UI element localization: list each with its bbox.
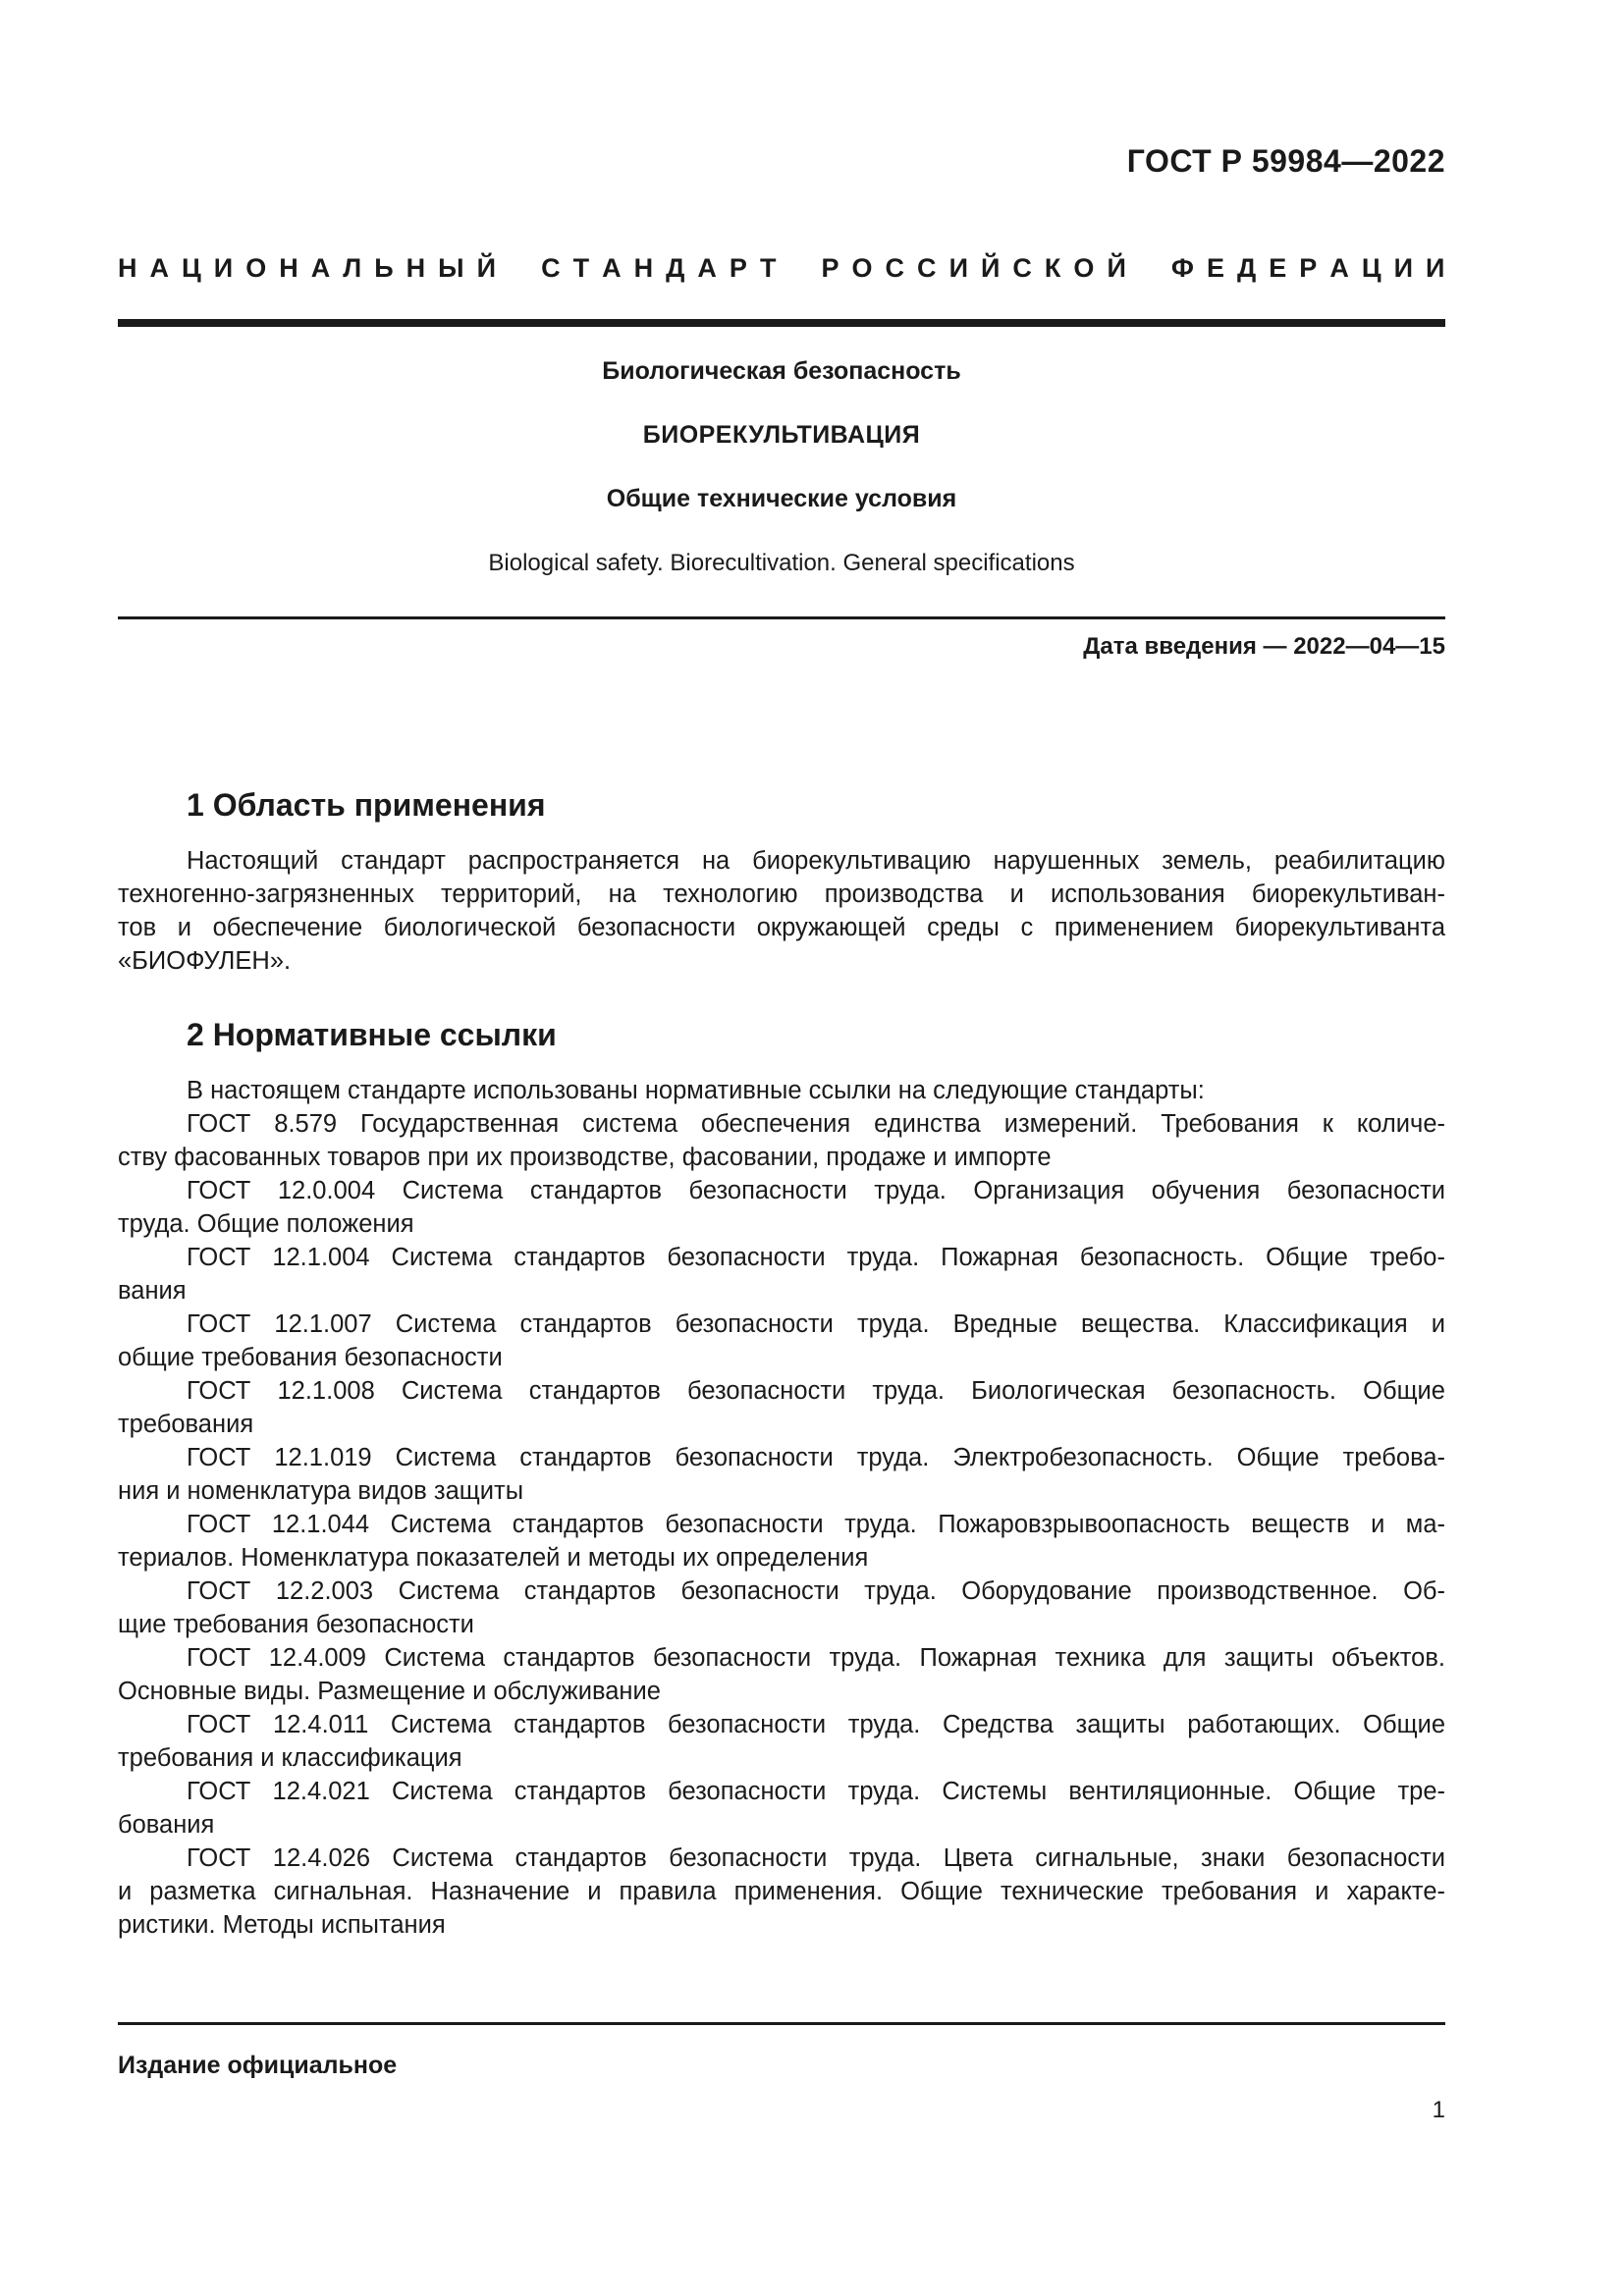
text-line: Настоящий стандарт распространяется на биорекультивацию нарушенных земель, реабилитацию [187, 847, 1445, 875]
reference-line: ГОСТ 12.4.026 Система стандартов безопасности труда. Цвета сигнальные, знаки безопасности [187, 1844, 1445, 1872]
reference-line: бования [118, 1811, 215, 1839]
text-line: техногенно-загрязненных территорий, на технологию производства и использования биорекультиван- [118, 881, 1445, 908]
reference-line: териалов. Номенклатура показателей и методы их определения [118, 1544, 869, 1572]
text-line: «БИОФУЛЕН». [118, 947, 292, 975]
reference-line: ГОСТ 12.4.009 Система стандартов безопасности труда. Пожарная техника для защиты объектов. [187, 1644, 1445, 1672]
reference-line: ристики. Методы испытания [118, 1911, 446, 1939]
reference-line: и разметка сигнальная. Назначение и правила применения. Общие технические требования и характе- [118, 1878, 1445, 1905]
reference-line: ству фасованных товаров при их производстве, фасовании, продаже и импорте [118, 1144, 1052, 1171]
section-1-heading: 1 Область применения [187, 787, 546, 823]
reference-line: ГОСТ 12.1.008 Система стандартов безопасности труда. Биологическая безопасность. Общие [187, 1377, 1445, 1405]
section-2-body [118, 1074, 1445, 1942]
reference-line: ния и номенклатура видов защиты [118, 1477, 524, 1505]
reference-line: ГОСТ 8.579 Государственная система обеспечения единства измерений. Требования к количе- [187, 1110, 1445, 1138]
reference-line: ГОСТ 12.1.004 Система стандартов безопасности труда. Пожарная безопасность. Общие требо- [187, 1244, 1445, 1271]
reference-line: требования и классификация [118, 1744, 462, 1772]
title-line-1: Биологическая безопасность [602, 357, 961, 385]
footer-rule [118, 2022, 1445, 2025]
national-standard-banner: Н А Ц И О Н А Л Ь Н Ы Й С Т А Н Д А Р Т Р О С С И Й С К О Й Ф Е Д Е Р А Ц И И [118, 253, 1445, 283]
reference-line: ГОСТ 12.0.004 Система стандартов безопасности труда. Организация обучения безопасности [187, 1177, 1445, 1204]
reference-line: вания [118, 1277, 187, 1305]
reference-line: ГОСТ 12.1.007 Система стандартов безопасности труда. Вредные вещества. Классификация и [187, 1310, 1445, 1338]
title-line-3: Общие технические условия [606, 485, 957, 512]
reference-line: общие требования безопасности [118, 1344, 503, 1371]
reference-line: ГОСТ 12.1.044 Система стандартов безопасности труда. Пожаровзрывоопасность веществ и ма- [187, 1511, 1445, 1538]
page-number: 1 [1432, 2097, 1445, 2123]
official-edition-label: Издание официальное [118, 2052, 398, 2079]
reference-line: ГОСТ 12.2.003 Система стандартов безопасности труда. Оборудование производственное. Об- [187, 1577, 1445, 1605]
reference-line: ГОСТ 12.4.011 Система стандартов безопасности труда. Средства защиты работающих. Общие [187, 1711, 1445, 1738]
reference-line: щие требования безопасности [118, 1611, 474, 1638]
section-1-body [118, 844, 1445, 978]
title-line-2: БИОРЕКУЛЬТИВАЦИЯ [642, 421, 921, 449]
reference-line: ГОСТ 12.1.019 Система стандартов безопасности труда. Электробезопасность. Общие требова- [187, 1444, 1445, 1471]
reference-line: ГОСТ 12.4.021 Система стандартов безопасности труда. Системы вентиляционные. Общие тре- [187, 1778, 1445, 1805]
title-rule [118, 616, 1445, 619]
text-line: В настоящем стандарте использованы нормативные ссылки на следующие стандарты: [187, 1077, 1205, 1104]
reference-line: требования [118, 1411, 254, 1438]
reference-line: Основные виды. Размещение и обслуживание [118, 1678, 661, 1705]
document-number: ГОСТ Р 59984—2022 [1126, 143, 1445, 179]
introduction-date: Дата введения — 2022—04—15 [1083, 633, 1445, 660]
section-2-heading: 2 Нормативные ссылки [187, 1017, 557, 1052]
text-line: тов и обеспечение биологической безопасности окружающей среды с применением биорекультиванта [118, 914, 1445, 941]
reference-line: труда. Общие положения [118, 1210, 414, 1238]
header-rule [118, 319, 1445, 327]
english-title: Biological safety. Biorecultivation. General specifications [488, 550, 1075, 576]
